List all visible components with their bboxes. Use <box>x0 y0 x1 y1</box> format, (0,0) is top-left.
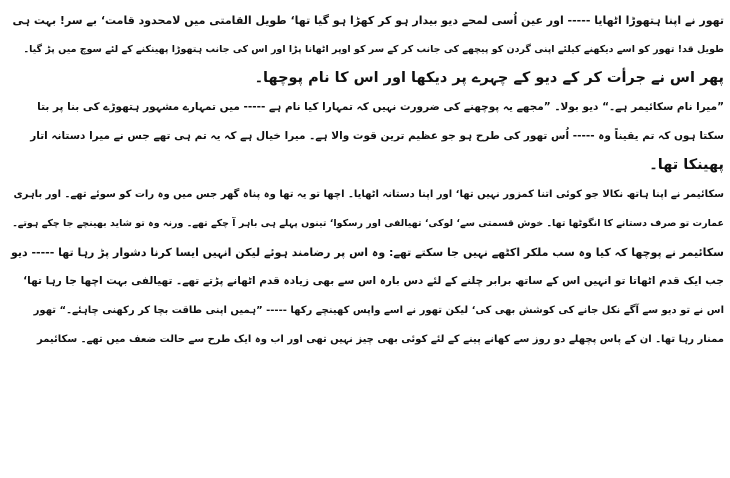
text-line-7: سکائیمر نے اپنا ہاتھ نکالا جو کوئی اتنا کمزور نہیں تھا‘ اور اپنا دستانہ اٹھایا۔ اچھا تو یہ تھا وہ پناہ گھر جس میں وہ رات کو سوئے تھے۔ اور باہری <box>13 189 724 200</box>
text-line-1: تھور نے اپنا ہتھوڑا اٹھایا ----- اور عین اُسی لمحے دیو بیدار ہو کر کھڑا ہو گیا تھا‘ طویل القامتی میں لامحدود قامت‘ بے سر! بہت ہی <box>12 14 724 27</box>
text-line-11: اس نے تو دیو سے آگے نکل جانے کی کوشش بھی کی‘ لیکن تھور نے اسے واپس کھینچے رکھا ----- ”ہمیں اپنی طاقت بچا کر رکھنی چاہئے۔“ تھور <box>33 305 724 316</box>
text-line-5: سکتا ہوں کہ تم یقیناً وہ ----- اُس تھور کی طرح ہو جو عظیم ترین قوت والا ہے۔ میرا خیال ہے کہ یہ تم ہی تھے جس نے میرا دستانہ اتار <box>30 130 724 142</box>
text-line-8: عمارت تو صرف دستانے کا انگوٹھا تھا۔ خوش قسمتی سے‘ لوکی‘ تھیالفی اور رسکوا‘ تینوں پہلے ہی باہر آ چکے تھے۔ ورنہ وہ تو شاید بھینچے جا چکے ہوتے۔ <box>12 218 724 229</box>
text-line-2: طویل قد! تھور کو اسے دیکھنے کیلئے اپنی گردن کو پیچھے کی جانب کر کے سر کو اوپر اٹھانا پڑا اور اس کی جانب ہتھوڑا پھینکنے کے لئے سوچ میں پڑ گیا۔ <box>23 44 724 55</box>
text-line-3: پھر اس نے جرأت کر کے دیو کے چہرے پر دیکھا اور اس کا نام پوچھا۔ <box>254 70 724 86</box>
text-line-10: جب ایک قدم اٹھاتا تو انہیں اس کے ساتھ برابر چلنے کے لئے دس بارہ اس سے بھی زیادہ قدم اٹھانے پڑتے تھے۔ تھیالفی بہت اچھا جا رہا تھا‘ <box>23 275 724 287</box>
text-line-4: ”میرا نام سکائیمر ہے۔“ دیو بولا۔ ”مجھے یہ پوچھنے کی ضرورت نہیں کہ تمہارا کیا نام ہے ----- میں تمہارے مشہور ہتھوڑے کی بنا پر بتا <box>37 101 724 113</box>
text-line-9: سکائیمر نے پوچھا کہ کیا وہ سب ملکر اکٹھے نہیں جا سکتے تھے: وہ اس پر رضامند ہوئے لیکن انہیں ایسا کرنا دشوار پڑ رہا تھا ----- دیو <box>10 246 724 259</box>
text-line-6: پھینکا تھا۔ <box>649 157 724 173</box>
urdu-story-text <box>6 6 724 354</box>
text-line-12: ممنار رہا تھا۔ ان کے پاس پچھلے دو روز سے کھانے پینے کے لئے کوئی بھی چیز نہیں تھی اور اب وہ ایک طرح سے حالت ضعف میں تھے۔ سکائیمر <box>36 334 724 345</box>
